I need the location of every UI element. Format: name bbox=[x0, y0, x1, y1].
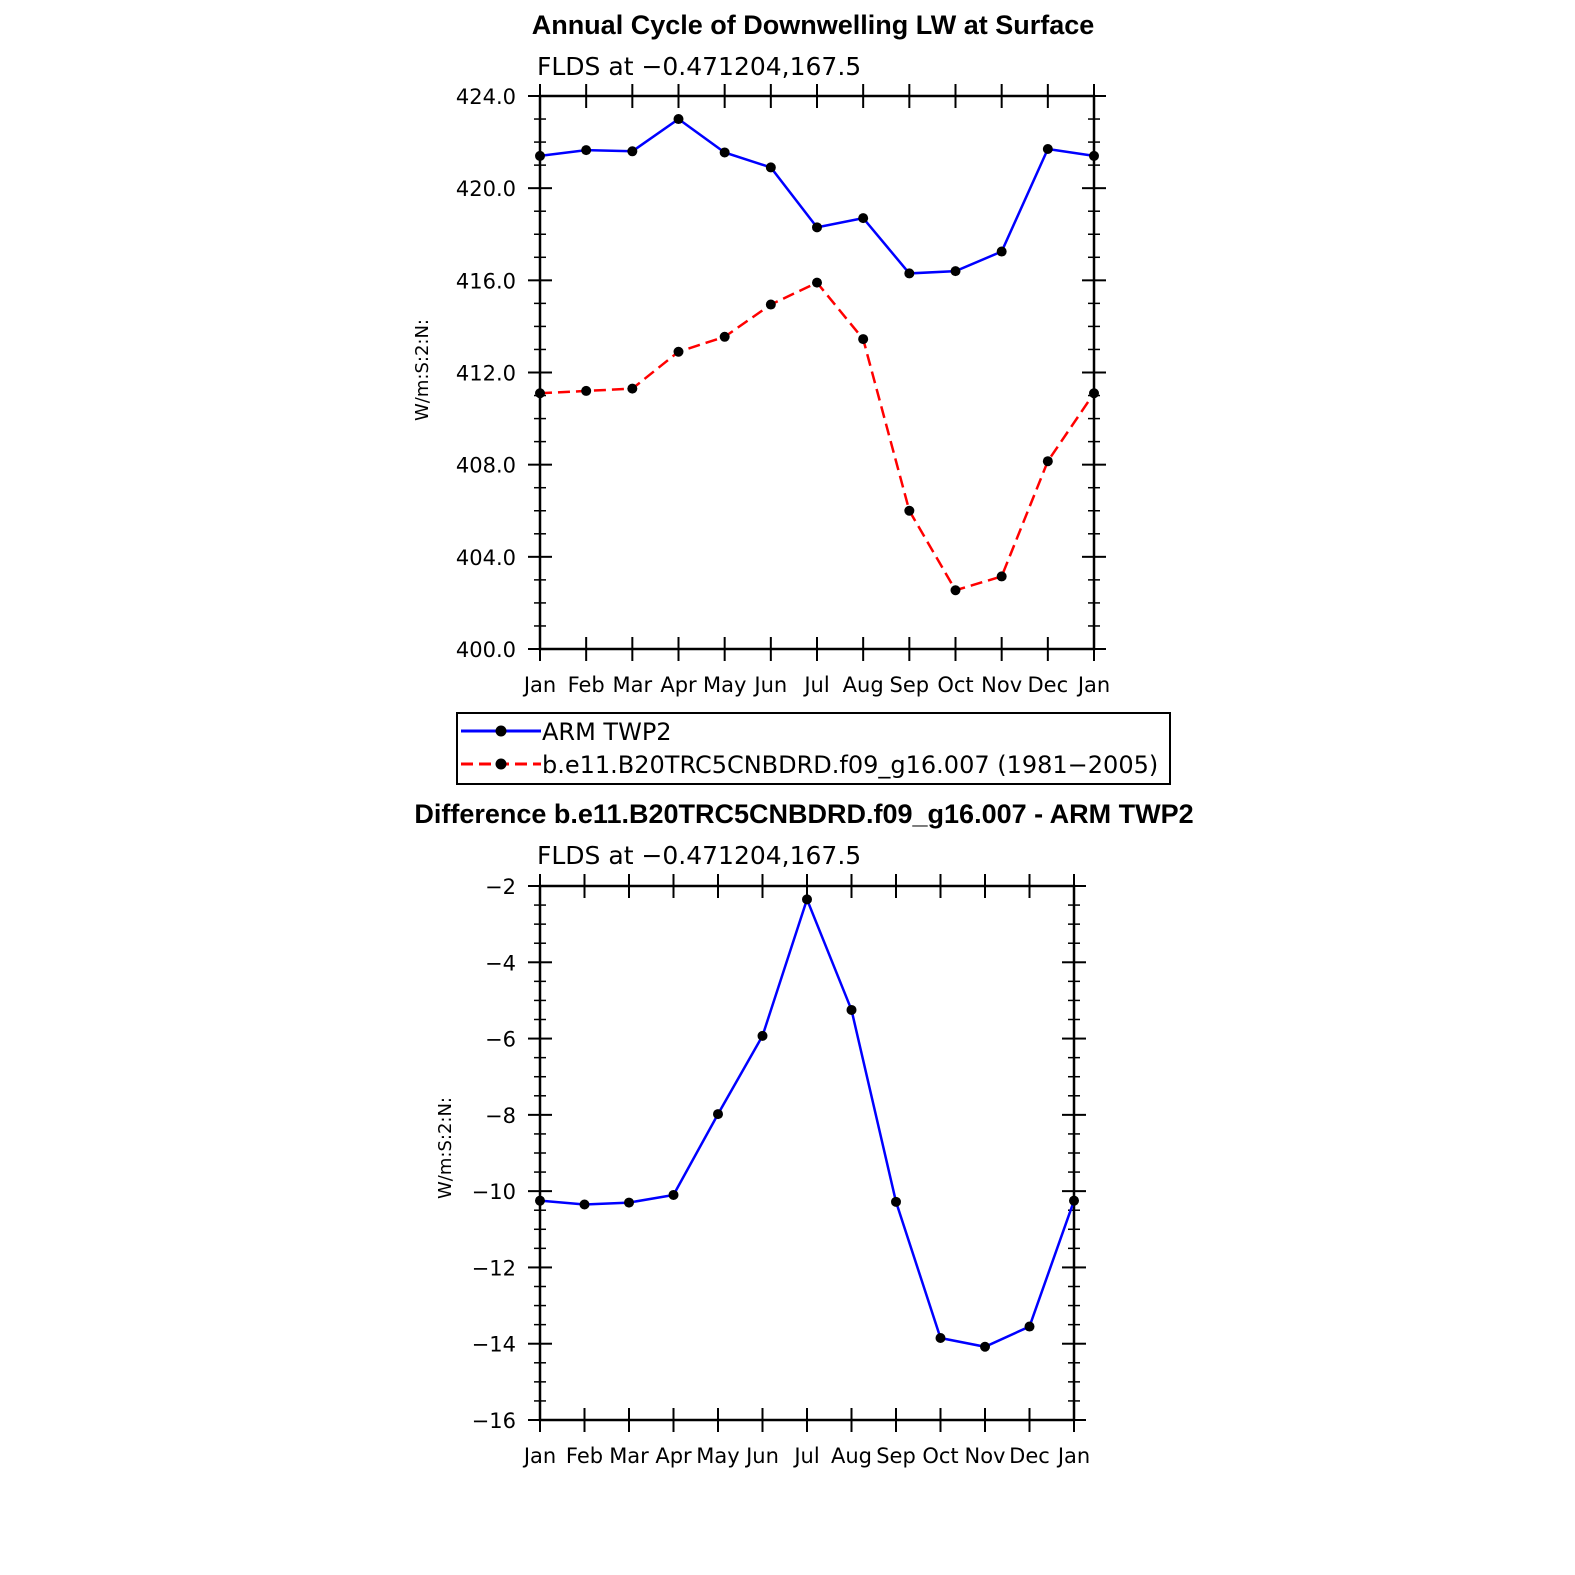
series-line bbox=[540, 899, 1074, 1346]
data-point bbox=[1043, 144, 1053, 154]
data-point bbox=[674, 347, 684, 357]
x-tick-label: Sep bbox=[889, 673, 930, 697]
data-point bbox=[812, 278, 822, 288]
y-tick-label: −16 bbox=[471, 1409, 516, 1433]
x-tick-label: Jul bbox=[794, 1444, 820, 1468]
legend-label-model: b.e11.B20TRC5CNBDRD.f09_g16.007 (1981−2005) bbox=[542, 751, 1159, 779]
x-tick-label: Oct bbox=[937, 673, 974, 697]
y-tick-label: −12 bbox=[471, 1256, 516, 1281]
x-tick-label: Dec bbox=[1027, 673, 1069, 697]
x-tick-label: Aug bbox=[830, 1444, 873, 1468]
data-point bbox=[951, 585, 961, 595]
chart-subtitle: FLDS at −0.471204,167.5 bbox=[537, 841, 862, 870]
x-tick-label: Jun bbox=[754, 673, 788, 697]
data-point bbox=[812, 222, 822, 232]
data-point bbox=[766, 162, 776, 172]
y-tick-label: −14 bbox=[471, 1332, 516, 1357]
data-point bbox=[951, 266, 961, 276]
legend-marker-arm bbox=[496, 726, 507, 737]
series-group bbox=[535, 114, 1099, 595]
data-point bbox=[997, 247, 1007, 257]
legend bbox=[457, 713, 1170, 784]
x-tick-label: Jan bbox=[523, 1444, 557, 1468]
y-tick-label: 404.0 bbox=[455, 545, 516, 570]
chart-subtitle: FLDS at −0.471204,167.5 bbox=[537, 52, 862, 81]
x-tick-label: Jan bbox=[1057, 1444, 1091, 1468]
x-tick-label: Apr bbox=[655, 1444, 692, 1468]
y-tick-label: 412.0 bbox=[455, 361, 516, 386]
data-point bbox=[1069, 1196, 1079, 1206]
data-point bbox=[713, 1109, 723, 1119]
data-point bbox=[674, 114, 684, 124]
data-point bbox=[535, 388, 545, 398]
data-point bbox=[720, 332, 730, 342]
data-point bbox=[891, 1197, 901, 1207]
x-tick-label: Dec bbox=[1009, 1444, 1050, 1468]
x-tick-label: Feb bbox=[565, 1444, 604, 1468]
legend-marker-model bbox=[496, 759, 507, 770]
y-tick-label: −2 bbox=[485, 875, 516, 899]
plot-frame bbox=[540, 886, 1074, 1420]
plot-frame bbox=[540, 96, 1094, 649]
x-tick-label: Jul bbox=[804, 673, 830, 697]
x-tick-label: Nov bbox=[964, 1444, 1006, 1468]
x-tick-label: Jan bbox=[523, 673, 557, 697]
x-tick-label: May bbox=[696, 1444, 740, 1468]
plot-area bbox=[472, 874, 1091, 1468]
y-tick-label: −4 bbox=[485, 951, 516, 976]
data-point bbox=[904, 506, 914, 516]
x-tick-label: Oct bbox=[922, 1444, 959, 1468]
data-point bbox=[858, 334, 868, 344]
y-tick-label: −8 bbox=[485, 1103, 516, 1128]
data-point bbox=[627, 384, 637, 394]
chart-title: Difference b.e11.B20TRC5CNBDRD.f09_g16.007 - ARM TWP2 bbox=[414, 799, 1194, 829]
data-point bbox=[858, 213, 868, 223]
legend-label-arm: ARM TWP2 bbox=[542, 718, 672, 746]
data-point bbox=[1025, 1322, 1035, 1332]
annual-cycle-chart bbox=[412, 10, 1110, 697]
data-point bbox=[581, 386, 591, 396]
y-axis-label: W/m:S:2:N: bbox=[435, 1097, 456, 1199]
data-point bbox=[1089, 151, 1099, 161]
data-point bbox=[581, 145, 591, 155]
series-group bbox=[535, 894, 1079, 1351]
y-axis-label: W/m:S:2:N: bbox=[412, 319, 433, 421]
data-point bbox=[904, 268, 914, 278]
chart-title: Annual Cycle of Downwelling LW at Surface bbox=[531, 10, 1095, 40]
y-tick-label: 420.0 bbox=[455, 177, 516, 202]
y-tick-label: −10 bbox=[471, 1180, 516, 1205]
x-tick-label: Sep bbox=[876, 1444, 916, 1468]
y-tick-label: −6 bbox=[485, 1027, 516, 1052]
data-point bbox=[1043, 456, 1053, 466]
y-tick-label: 400.0 bbox=[455, 638, 516, 662]
x-tick-label: Aug bbox=[842, 673, 884, 697]
data-point bbox=[758, 1031, 768, 1041]
plot-area bbox=[456, 84, 1110, 697]
x-tick-label: Jan bbox=[1077, 673, 1111, 697]
data-point bbox=[766, 300, 776, 310]
x-tick-label: Nov bbox=[981, 673, 1023, 697]
y-tick-label: 424.0 bbox=[455, 85, 516, 109]
data-point bbox=[936, 1333, 946, 1343]
y-tick-label: 416.0 bbox=[455, 269, 516, 294]
data-point bbox=[980, 1342, 990, 1352]
data-point bbox=[580, 1199, 590, 1209]
y-tick-label: 408.0 bbox=[455, 453, 516, 478]
data-point bbox=[720, 147, 730, 157]
x-tick-label: Apr bbox=[660, 673, 697, 697]
data-point bbox=[624, 1198, 634, 1208]
data-point bbox=[997, 571, 1007, 581]
data-point bbox=[669, 1190, 679, 1200]
data-point bbox=[535, 1196, 545, 1206]
x-tick-label: Mar bbox=[612, 673, 653, 697]
series-line bbox=[540, 119, 1094, 273]
x-tick-label: Mar bbox=[609, 1444, 649, 1468]
data-point bbox=[1089, 388, 1099, 398]
series-line bbox=[540, 283, 1094, 591]
data-point bbox=[535, 151, 545, 161]
difference-chart bbox=[414, 799, 1193, 1468]
data-point bbox=[847, 1005, 857, 1015]
x-tick-label: Jun bbox=[746, 1444, 779, 1468]
data-point bbox=[802, 894, 812, 904]
x-tick-label: May bbox=[702, 673, 747, 697]
data-point bbox=[627, 146, 637, 156]
x-tick-label: Feb bbox=[567, 673, 605, 697]
